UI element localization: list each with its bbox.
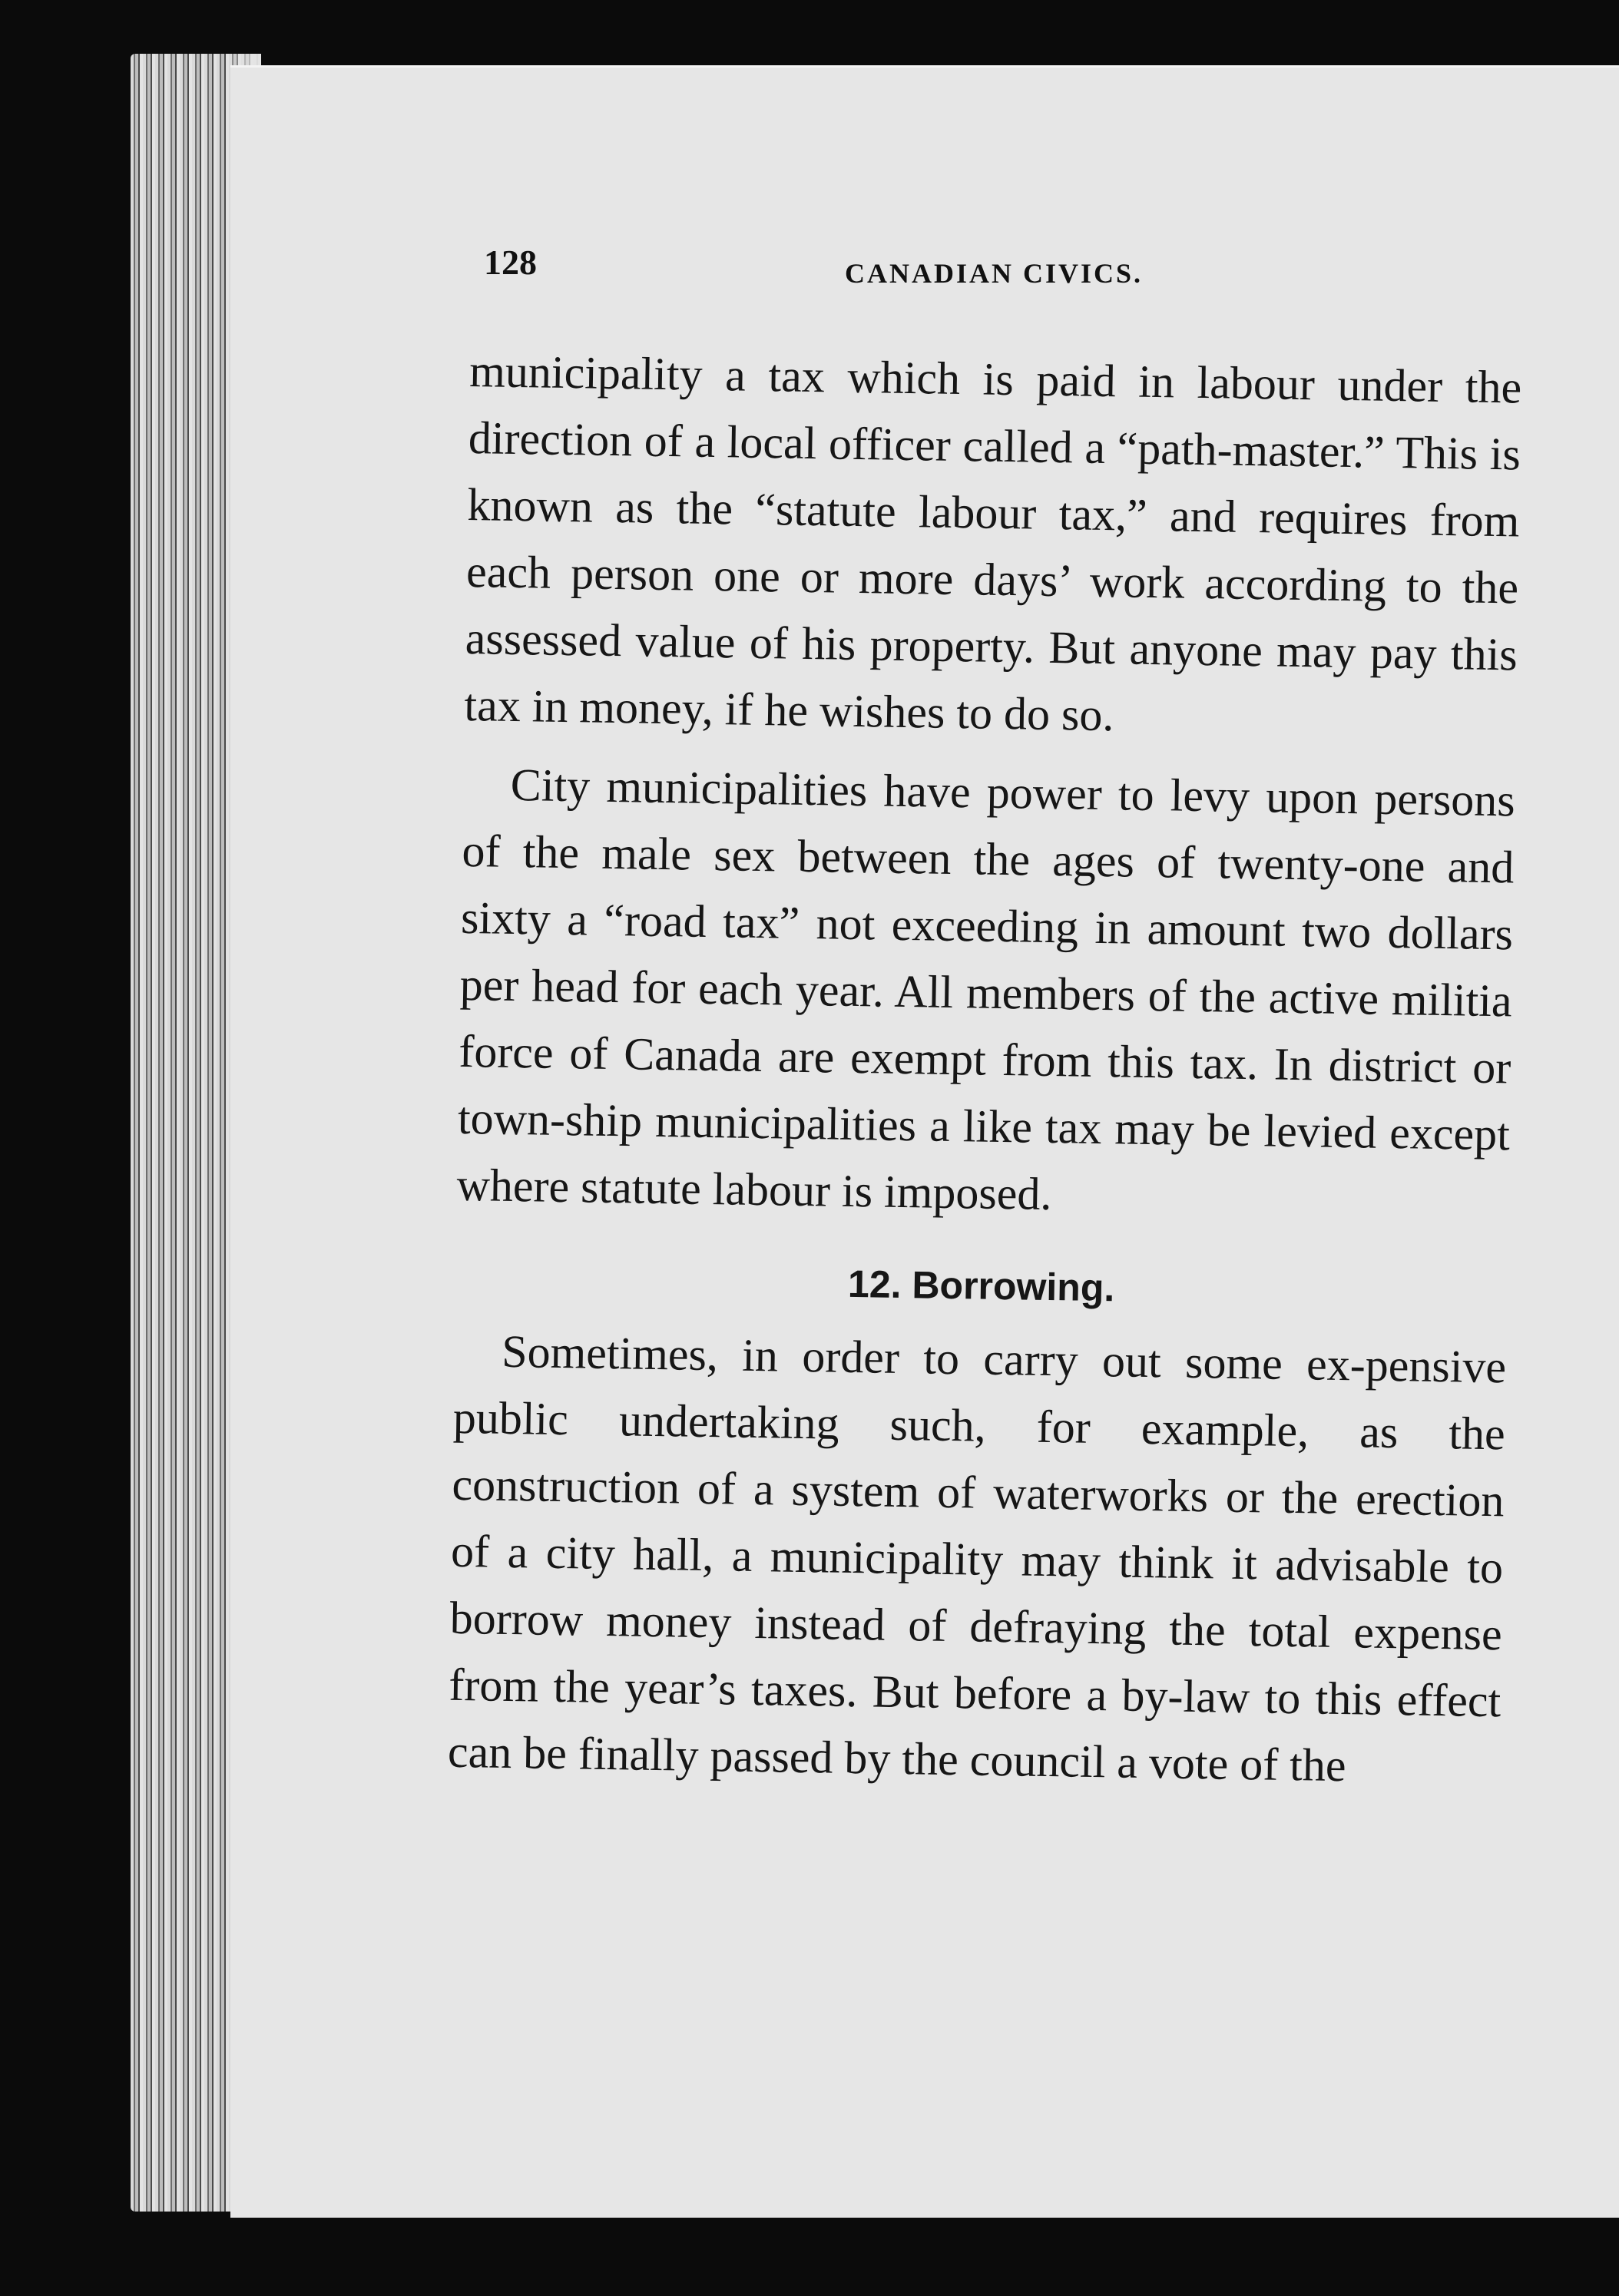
section-heading: 12. Borrowing. [847,1262,1115,1310]
running-title: CANADIAN CIVICS. [845,258,1144,289]
page-header [484,242,1298,288]
page-number: 128 [484,243,537,282]
paragraph-2: City municipalities have power to levy upon persons of the male sex between the ages of twenty-one and sixty a “road tax” not exceeding in amount two dollars per head for each year. All members of the active militia force of Canada are exempt from this tax. In district or town-ship municipalities a like tax may be levied except where statute labour is imposed. [456,759,1516,1220]
paragraph-3: Sometimes, in order to carry out some ex-pensive public undertaking such, for example, as the construction of a system of waterworks or the erection of a city hall, a municipality may think it advisable to borrow money instead of defraying the total expense from the year’s taxes. But before a by-law to this effect can be finally passed by the council a vote of the [447,1325,1507,1791]
page-body [447,338,1521,1801]
paragraph-1: municipality a tax which is paid in labour under the direction of a local officer called a “path-master.” This is known as the “statute labour tax,” and requires from each person one or more days’ work according to the assessed value of his property. But anyone may pay this tax in money, if he wishes to do so. [463,345,1522,741]
